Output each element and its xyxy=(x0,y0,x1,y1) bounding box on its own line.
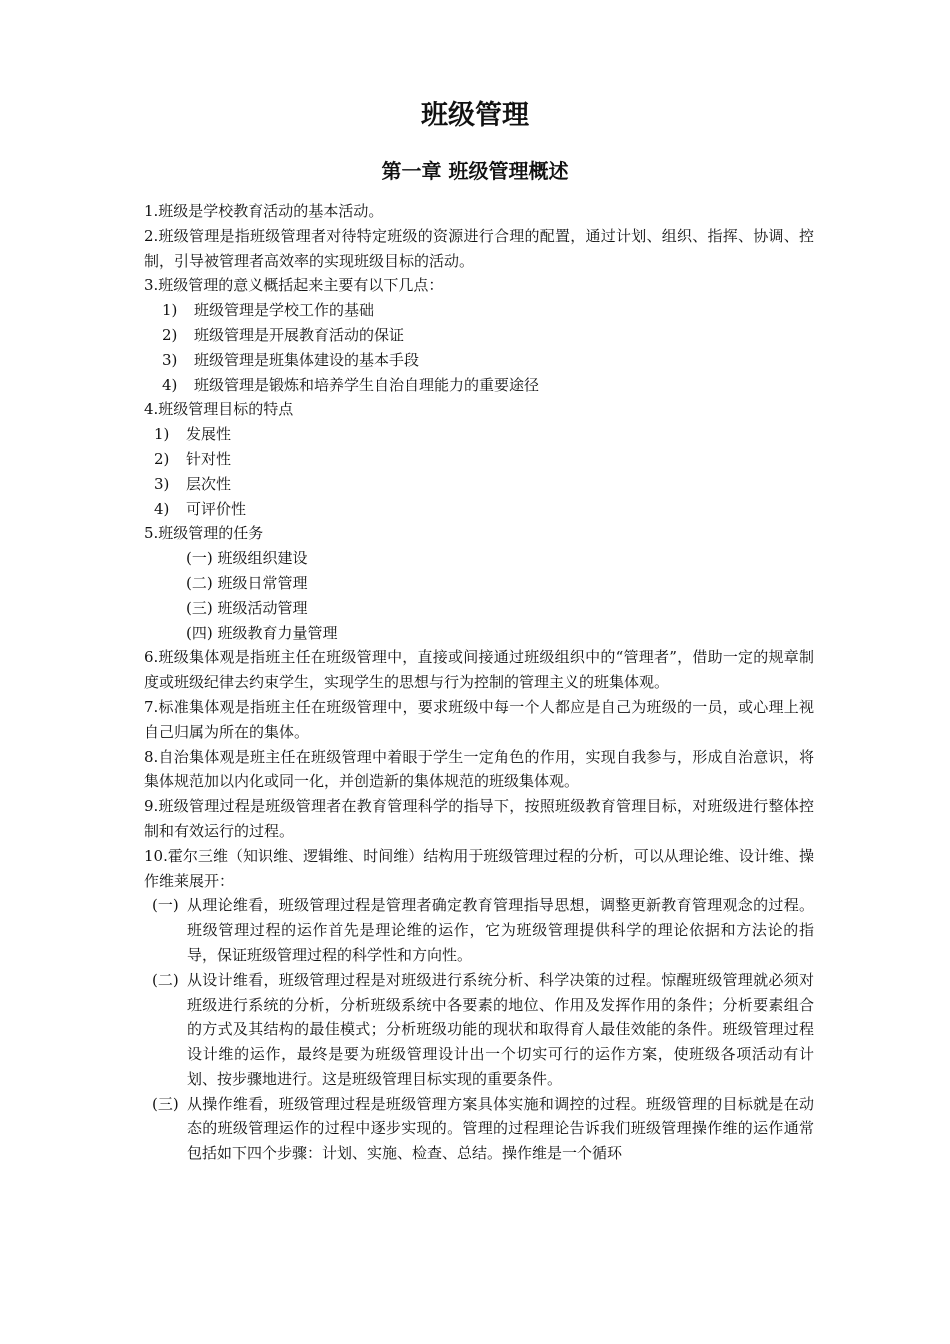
list-number: 4) xyxy=(154,499,170,518)
list-text: 从设计维看，班级管理过程是对班级进行系统分析、科学决策的过程。惊醒班级管理就必须对班级进行系统的分析，分析班级系统中各要素的地位、作用及发挥作用的条件；分析要素组合的方式及其结构的最佳模式；分析班级功能的现状和取得育人最佳效能的条件。班级管理过程设计维的运作，最终是要为班级管理设计出一个切实可行的运作方案，使班级各项活动有计划、按步骤地进行。这是班级管理目标实现的重要条件。 xyxy=(187,970,814,1088)
list-item xyxy=(144,348,814,373)
list-text: 从理论维看，班级管理过程是管理者确定教育管理指导思想，调整更新教育管理观念的过程。班级管理过程的运作首先是理论维的运作，它为班级管理提供科学的理论依据和方法论的指导，保证班级管理过程的科学性和方向性。 xyxy=(187,896,814,964)
list-item xyxy=(144,893,814,967)
list-number: 1) xyxy=(162,301,178,320)
list-item xyxy=(144,472,814,497)
document-body xyxy=(144,199,814,1166)
list-number: (一) xyxy=(152,896,179,915)
paragraph-9: 9.班级管理过程是班级管理者在教育管理科学的指导下，按照班级教育管理目标，对班级进行整体控制和有效运行的过程。 xyxy=(144,797,814,840)
list-item xyxy=(144,447,814,472)
paragraph-3: 3.班级管理的意义概括起来主要有以下几点： xyxy=(144,276,444,295)
document-title: 班级管理 xyxy=(421,100,529,131)
list-item: (三) 班级活动管理 xyxy=(186,598,308,617)
list-item xyxy=(144,1092,814,1166)
list-text: 班级管理是学校工作的基础 xyxy=(194,301,375,320)
list-text: 针对性 xyxy=(186,449,232,468)
list-text: 从操作维看，班级管理过程是班级管理方案具体实施和调控的过程。班级管理的目标就是在动态的班级管理运作的过程中逐步实现的。管理的过程理论告诉我们班级管理操作维的运作通常包括如下四个步骤：计划、实施、检查、总结。操作维是一个循环 xyxy=(187,1094,814,1163)
paragraph-6: 6.班级集体观是指班主任在班级管理中，直接或间接通过班级组织中的“管理者”，借助一定的规章制度或班级纪律去约束学生，实现学生的思想与行为控制的管理主义的班集体观。 xyxy=(144,648,814,692)
list-number: (二) xyxy=(152,970,179,989)
list-item xyxy=(144,323,814,348)
list-number: (三) xyxy=(152,1094,179,1113)
paragraph-4: 4.班级管理目标的特点 xyxy=(144,400,294,419)
paragraph-5: 5.班级管理的任务 xyxy=(144,524,264,543)
chapter-heading: 第一章 班级管理概述 xyxy=(381,159,569,183)
paragraph-10: 10.霍尔三维（知识维、逻辑维、时间维）结构用于班级管理过程的分析，可以从理论维、设计维、操作维莱展开： xyxy=(144,846,814,890)
paragraph-1: 1.班级是学校教育活动的基本活动。 xyxy=(144,202,384,220)
list-item xyxy=(144,373,814,398)
paragraph-8: 8.自治集体观是班主任在班级管理中着眼于学生一定角色的作用，实现自我参与，形成自治意识，将集体规范加以内化或同一化，并创造新的集体规范的班级集体观。 xyxy=(144,747,814,791)
list-number: 3) xyxy=(154,474,170,493)
list-text: 可评价性 xyxy=(186,499,247,518)
list-text: 层次性 xyxy=(186,474,232,493)
list-text: 班级管理是锻炼和培养学生自治自理能力的重要途径 xyxy=(194,375,540,394)
list-item xyxy=(144,497,814,522)
list-item xyxy=(144,968,814,1092)
list-item: (二) 班级日常管理 xyxy=(186,573,308,592)
list-text: 发展性 xyxy=(186,425,232,444)
list-item: (一) 班级组织建设 xyxy=(186,549,308,568)
paragraph-2: 2.班级管理是指班级管理者对待特定班级的资源进行合理的配置，通过计划、组织、指挥、协调、控制，引导被管理者高效率的实现班级目标的活动。 xyxy=(144,226,814,270)
list-number: 4) xyxy=(162,375,178,394)
list-text: 班级管理是班集体建设的基本手段 xyxy=(194,350,420,369)
list-item xyxy=(144,298,814,323)
list-number: 2) xyxy=(154,449,170,468)
list-text: 班级管理是开展教育活动的保证 xyxy=(194,325,405,344)
list-item xyxy=(144,422,814,447)
list-item: (四) 班级教育力量管理 xyxy=(186,623,338,642)
list-number: 2) xyxy=(162,325,178,344)
list-number: 1) xyxy=(154,425,170,444)
list-number: 3) xyxy=(162,350,178,369)
paragraph-7: 7.标准集体观是指班主任在班级管理中，要求班级中每一个人都应是自己为班级的一员，或心理上视自己归属为所在的集体。 xyxy=(144,697,814,741)
